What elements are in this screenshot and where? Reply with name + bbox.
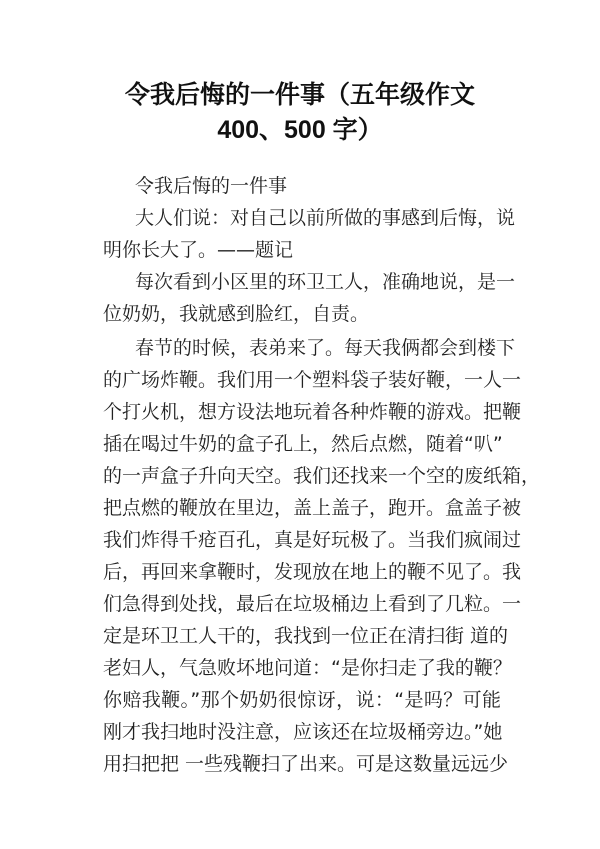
document-title-line-1: 令我后悔的一件事（五年级作文 <box>124 81 475 109</box>
text-line: 位奶奶，我就感到脸红，自责。 <box>103 303 370 325</box>
text-line: 的一声盒子升向天空。我们还找来一个空的废纸箱， <box>103 465 541 487</box>
text-line: 我们炸得千疮百孔，真是好玩极了。当我们疯闹过 <box>103 529 522 551</box>
text-line: 刚才我扫地时没注意，应该还在垃圾桶旁边。”她 <box>103 721 503 743</box>
text-line: 们急得到处找，最后在垃圾桶边上看到了几粒。一 <box>103 593 522 615</box>
text-line: 后，再回来拿鞭时，发现放在地上的鞭不见了。我 <box>103 561 522 583</box>
text-line: 个打火机，想方设法地玩着各种炸鞭的游戏。把鞭 <box>103 401 522 423</box>
text-line: 用扫把把 一些残鞭扫了出来。可是这数量远远少 <box>103 753 509 775</box>
text-line: 明你长大了。——题记 <box>103 239 294 261</box>
text-line: 你赔我鞭。”那个奶奶很惊讶，说：“是吗？可能 <box>103 689 501 711</box>
text-line: 每次看到小区里的环卫工人，准确地说，是一 <box>135 271 516 293</box>
text-line: 把点燃的鞭放在里边，盖上盖子，跑开。盒盖子被 <box>103 497 522 519</box>
text-line: 春节的时候，表弟来了。每天我俩都会到楼下 <box>135 337 516 359</box>
text-line: 大人们说：对自己以前所做的事感到后悔，说 <box>135 207 516 229</box>
essay-heading: 令我后悔的一件事 <box>135 175 288 197</box>
text-line: 定是环卫工人干的，我找到一位正在清扫街 道的 <box>103 625 509 647</box>
text-line: 插在喝过牛奶的盒子孔上，然后点燃，随着“叭” <box>103 433 503 455</box>
document-title-line-2: 400、500 字） <box>217 116 383 144</box>
essay-body <box>103 170 541 780</box>
text-line: 老妇人，气急败坏地问道：“是你扫走了我的鞭？ <box>103 657 512 679</box>
text-line: 的广场炸鞭。我们用一个塑料袋子装好鞭，一人一 <box>103 369 522 391</box>
